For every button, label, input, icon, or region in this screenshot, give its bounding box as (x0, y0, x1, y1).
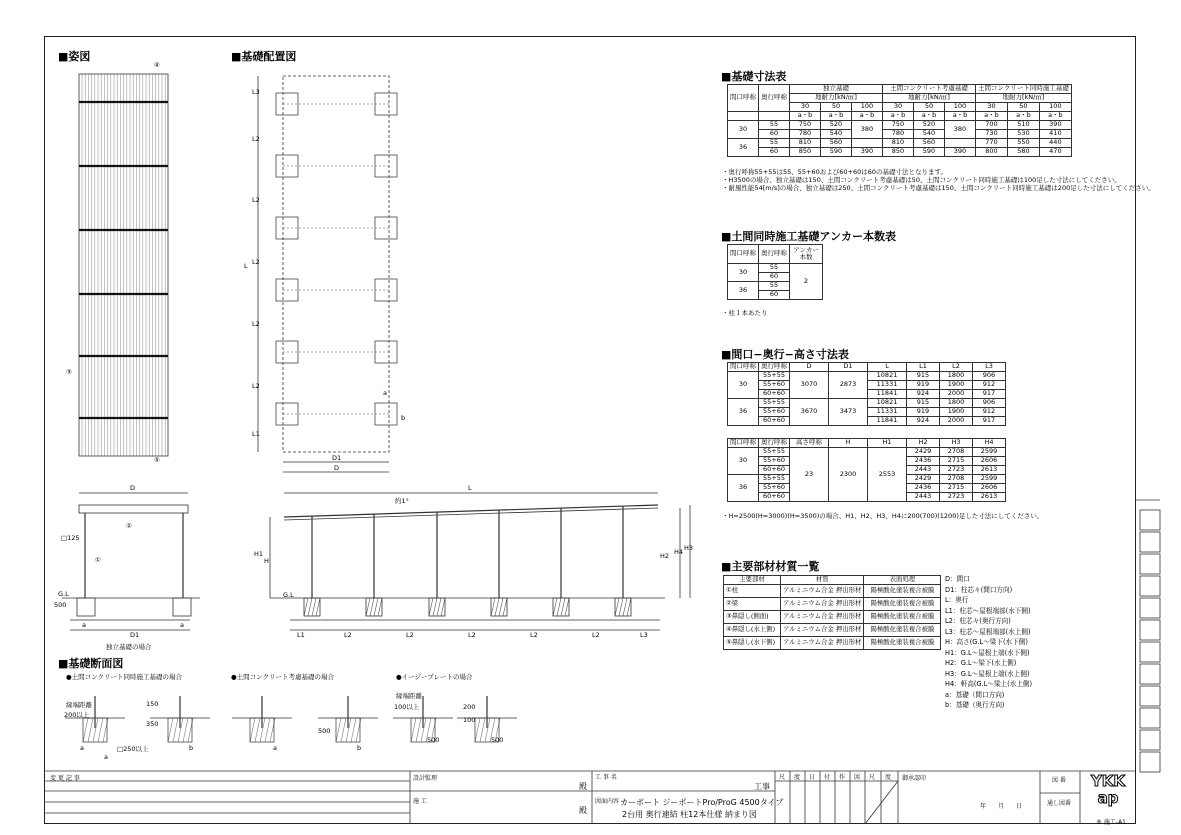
dims-bv: 30 (883, 103, 914, 112)
section-layout-title: ■基礎配置図 (231, 50, 297, 63)
materials-cell: ⑤鼻隠し(水下側) (724, 637, 781, 650)
cross-edge-1-val: 200以上 (64, 711, 90, 719)
front-dim-a-left: a (82, 621, 86, 629)
dims-depth: 60 (759, 130, 790, 139)
span-cell: 11331 (868, 381, 907, 390)
dims-cell: 750 (883, 121, 914, 130)
materials-cell: ④鼻隠し(水上側) (724, 624, 781, 637)
section-materials-title: ■主要部材材質一覧 (721, 560, 820, 573)
cross-depth-350: 350 (146, 720, 159, 728)
dims-head-frontage: 間口呼称 (728, 85, 759, 112)
anchor-note: ・柱１本あたり (722, 309, 768, 317)
dims-bearing: 地耐力[kN/㎡] (883, 94, 976, 103)
cross-edge-1: 縁端距離 (66, 701, 92, 709)
legend-item: D：間口 (945, 575, 970, 583)
span-cell: 2613 (973, 466, 1006, 475)
cross-depth-150: 150 (146, 700, 159, 708)
cross-edge-3-val: 100以上 (394, 703, 420, 711)
anchor-head-3: アンカー本数 (790, 245, 823, 264)
span-head: 高さ呼称 (790, 439, 829, 448)
side-h2: H2 (660, 552, 670, 560)
dims-cell: 440 (1039, 139, 1071, 148)
section-anchor-title: ■土間同時施工基礎アンカー本数表 (721, 230, 896, 243)
dims-cell: 510 (1007, 121, 1039, 130)
span-cell: 2429 (907, 448, 940, 457)
section-dims-title: ■基礎寸法表 (721, 70, 787, 83)
span-cell: 915 (907, 399, 940, 408)
tb-sign-head: 尺 (869, 774, 876, 781)
span-head: H (829, 439, 868, 448)
tb-sheet-no: 通し図番 (1047, 800, 1072, 807)
tb-sign-head: 図 (854, 774, 861, 781)
tb-dono-2: 殿 (579, 806, 587, 815)
tb-sign-head: 作 (839, 774, 846, 781)
layout-l2-2: L2 (252, 196, 260, 204)
span-cell: 1800 (940, 372, 973, 381)
span-cell: 60+60 (759, 466, 790, 475)
section-cross-title: ■基礎断面図 (58, 657, 124, 670)
span-head: H1 (868, 439, 907, 448)
callout-5: ⑤ (154, 456, 160, 464)
cross-b-1: b (189, 744, 194, 752)
tb-approval-label: 御承認印 (902, 775, 927, 782)
dims-cell: 520 (821, 121, 852, 130)
span-head: 間口呼称 (728, 363, 759, 372)
dims-cell: 560 (821, 139, 852, 148)
layout-b: b (401, 414, 406, 422)
span-cell: 55+55 (759, 448, 790, 457)
span-cell: 55+55 (759, 399, 790, 408)
side-h1: H1 (254, 550, 264, 558)
margin-box (1140, 554, 1160, 574)
span-frontage: 30 (728, 448, 759, 475)
dims-note-3: ・耐風性能54[m/s]の場合、独立基礎は250、土間コンクリート考慮基礎は150、土間コンクリート同時施工基礎は200足した寸法にしてください。 (722, 184, 1155, 192)
anchor-frontage: 30 (728, 264, 759, 282)
span-head: L (868, 363, 907, 372)
dims-cell: 590 (914, 148, 945, 157)
dims-cell: 800 (976, 148, 1008, 157)
tb-date: 年 月 日 (980, 803, 1023, 810)
cross-post-base: □250以上 (117, 745, 149, 753)
span-note: ・H=2500(H=3000)(H=3500)の場合、H1、H2、H3、H4に200(700)(1200)足した寸法にしてください。 (722, 512, 1044, 520)
section-span-title: ■間口−奥行−高さ寸法表 (721, 348, 849, 361)
span-cell: 55+55 (759, 475, 790, 484)
dims-bv: 50 (821, 103, 852, 112)
span-head: 間口呼称 (728, 439, 759, 448)
cross-depth-200: 200 (463, 703, 476, 711)
margin-box (1140, 708, 1160, 728)
dims-bv: 30 (976, 103, 1008, 112)
front-dim-a-right: a (180, 621, 184, 629)
span-cell: 917 (973, 417, 1006, 426)
tb-sign-head: 日 (809, 774, 816, 781)
side-dim-l: L (468, 484, 472, 492)
legend-item: L3：柱芯〜屋根端部(水上側) (945, 627, 1031, 636)
span-cell: 2000 (940, 417, 973, 426)
dims-cell: 560 (914, 139, 945, 148)
layout-l2-5: L2 (252, 382, 260, 390)
anchor-depth: 55 (759, 282, 790, 291)
cross-500-3a: 500 (427, 736, 440, 744)
span-cell: 2436 (907, 484, 940, 493)
margin-box (1140, 686, 1160, 706)
cross-a-1: a (104, 753, 108, 761)
span-head: L1 (907, 363, 940, 372)
span-cell: 906 (973, 399, 1006, 408)
legend-item: D1：柱芯々(間口方向) (945, 585, 1013, 594)
span-cell: 1900 (940, 381, 973, 390)
margin-box (1140, 730, 1160, 750)
materials-cell: ②梁 (724, 598, 781, 611)
span-cell: 2599 (973, 448, 1006, 457)
callout-3: ③ (66, 368, 72, 376)
dims-cell: 580 (1007, 148, 1039, 157)
layout-l1: L1 (252, 430, 260, 438)
legend-item: L：奥行 (945, 596, 969, 604)
dims-cell: 550 (1007, 139, 1039, 148)
span-cell: 917 (973, 390, 1006, 399)
callout-2: ② (126, 522, 132, 530)
anchor-head-2: 奥行呼称 (759, 245, 790, 264)
ykk-ap-logo: YKK ap (1090, 772, 1126, 807)
materials-cell: 陽極酸化塗装複合被膜 (864, 624, 941, 637)
span-d: 3070 (790, 372, 829, 399)
legend-item: H4：軒高(G.L〜梁上(水上側) (945, 680, 1033, 688)
span-head: L3 (973, 363, 1006, 372)
dims-bv: 50 (914, 103, 945, 112)
dims-cell: 410 (1039, 130, 1071, 139)
dims-depth: 60 (759, 148, 790, 157)
tb-drawing-sub: 2台用 奥行連結 柱12本仕様 納まり図 (622, 810, 757, 819)
cross-500-3b: 500 (491, 736, 504, 744)
dims-cell: 780 (883, 130, 914, 139)
tb-client-label: 施 工 (413, 798, 427, 805)
dims-cell: 590 (821, 148, 852, 157)
margin-box (1140, 642, 1160, 662)
dims-bv: 100 (1039, 103, 1071, 112)
materials-cell: ③鼻隠し(側面) (724, 611, 781, 624)
dims-ab: a・b (976, 112, 1008, 121)
side-l2-3: L2 (468, 631, 476, 639)
front-dim-d: D (130, 484, 136, 492)
anchor-depth: 60 (759, 291, 790, 300)
side-h4: H4 (674, 548, 684, 556)
dims-cell: 700 (976, 121, 1008, 130)
layout-l2-3: L2 (252, 258, 260, 266)
span-cell: 55+60 (759, 484, 790, 493)
tb-change-label: 変 更 記 事 (50, 775, 80, 782)
materials-cell: 陽極酸化塗装複合被膜 (864, 585, 941, 598)
tb-design-label: 設計監理 (413, 775, 438, 782)
span-cell: 2715 (940, 457, 973, 466)
span-cell: 924 (907, 417, 940, 426)
span-cell: 915 (907, 372, 940, 381)
margin-box (1140, 532, 1160, 552)
dims-group-0: 独立基礎 (790, 85, 883, 94)
anchor-head-1: 間口呼称 (728, 245, 759, 264)
dims-cell: 780 (790, 130, 821, 139)
tb-sheet-label: 図 番 (1052, 777, 1066, 784)
span-cell: 2000 (940, 390, 973, 399)
tb-drawing-title: カーポート ジーポートPro/ProG 4500タイプ (620, 798, 784, 807)
span-cell: 2599 (973, 475, 1006, 484)
tb-sign-head: 度 (885, 774, 892, 781)
span-cell: 11841 (868, 390, 907, 399)
span-cell: 60+60 (759, 493, 790, 502)
margin-box (1140, 598, 1160, 618)
dims-note-1: ・奥行呼称55+55は55、55+60および60+60は60の基礎寸法となります。 (722, 168, 947, 176)
dims-group-2: 土間コンクリート同時施工基礎 (976, 85, 1072, 94)
front-caption: 独立基礎の場合 (106, 643, 152, 651)
dims-cell: 530 (1007, 130, 1039, 139)
cross-depth-100: 100 (463, 716, 476, 724)
span-cell: 912 (973, 408, 1006, 417)
dims-cell: 390 (1039, 121, 1071, 130)
legend-item: H3：G.L〜屋根上端(水上側) (945, 669, 1030, 678)
span-cell: 2613 (973, 493, 1006, 502)
legend-item: H2：G.L〜梁下(水上側) (945, 659, 1017, 667)
cross-case-1: ●土間コンクリート同時施工基礎の場合 (66, 673, 183, 681)
dims-group-1: 土間コンクリート考慮基礎 (883, 85, 976, 94)
tb-drawing-label: 図面内容 (595, 798, 620, 805)
anchor-depth: 55 (759, 264, 790, 273)
margin-box (1140, 752, 1160, 772)
tb-code: ® 施工-A1 (1096, 819, 1126, 826)
margin-box (1140, 576, 1160, 596)
dims-cell: 390 (852, 148, 883, 157)
materials-cell: ①柱 (724, 585, 781, 598)
cross-a-1b: a (80, 744, 84, 752)
dims-depth: 55 (759, 139, 790, 148)
dims-cell: 810 (883, 139, 914, 148)
span-cell: 906 (973, 372, 1006, 381)
span-cell: 2443 (907, 493, 940, 502)
materials-cell: アルミニウム合金 押出形材 (781, 598, 864, 611)
dims-head-depth: 奥行呼称 (759, 85, 790, 112)
cross-a-2: a (273, 744, 277, 752)
side-l1: L1 (297, 631, 305, 639)
anchor-depth: 60 (759, 273, 790, 282)
side-l3: L3 (640, 631, 648, 639)
legend-item: H：高さ(G.L〜梁下(水下側) (945, 638, 1028, 646)
legend-item: H1：G.L〜屋根上端(水下側) (945, 648, 1030, 657)
side-l2-2: L2 (406, 631, 414, 639)
dims-cell: 380 (945, 121, 976, 139)
dims-bv: 100 (945, 103, 976, 112)
span-cell: 10821 (868, 399, 907, 408)
span-cell: 919 (907, 408, 940, 417)
dims-frontage: 30 (728, 121, 759, 139)
span-cell: 2708 (940, 475, 973, 484)
span-cell: 55+55 (759, 372, 790, 381)
materials-head: 材質 (781, 576, 864, 585)
materials-cell: アルミニウム合金 押出形材 (781, 611, 864, 624)
materials-cell: アルミニウム合金 押出形材 (781, 637, 864, 650)
cross-case-2: ●土間コンクリート考慮基礎の場合 (231, 673, 335, 681)
span-cell: 2723 (940, 466, 973, 475)
dims-bv: 100 (852, 103, 883, 112)
materials-cell: 陽極酸化塗装複合被膜 (864, 598, 941, 611)
margin-box (1140, 510, 1160, 530)
front-dim-d1: D1 (130, 631, 140, 639)
dims-bearing: 地耐力[kN/㎡] (976, 94, 1072, 103)
front-found-depth: 500 (54, 601, 67, 609)
span-cell: 919 (907, 381, 940, 390)
span-head: H4 (973, 439, 1006, 448)
materials-cell: アルミニウム合金 押出形材 (781, 585, 864, 598)
materials-cell: 陽極酸化塗装複合被膜 (864, 611, 941, 624)
span-frontage: 36 (728, 475, 759, 502)
span-cell: 912 (973, 381, 1006, 390)
dims-cell: 810 (790, 139, 821, 148)
span-cell: 10821 (868, 372, 907, 381)
cross-b-2: b (357, 744, 362, 752)
span-height: 23 (790, 448, 829, 502)
span-cell: 2606 (973, 484, 1006, 493)
span-d: 3670 (790, 399, 829, 426)
front-gl-label: G.L (58, 590, 69, 598)
span-h1: 2553 (868, 448, 907, 502)
span-cell: 1800 (940, 399, 973, 408)
dims-ab: a・b (852, 112, 883, 121)
span-cell: 924 (907, 390, 940, 399)
span-h: 2300 (829, 448, 868, 502)
tb-workname-label: 工 事 名 (595, 774, 617, 781)
dims-ab: a・b (1007, 112, 1039, 121)
layout-l: L (244, 262, 248, 270)
span-d1: 3473 (829, 399, 868, 426)
cross-edge-3: 縁端距離 (396, 692, 422, 700)
dims-frontage: 36 (728, 139, 759, 157)
span-cell: 55+60 (759, 381, 790, 390)
dims-cell: 380 (852, 121, 883, 139)
tb-dono-1: 殿 (579, 782, 587, 791)
span-head: H3 (940, 439, 973, 448)
span-frontage: 30 (728, 372, 759, 399)
dims-cell: 750 (790, 121, 821, 130)
span-head: 奥行呼称 (759, 363, 790, 372)
cross-depth-500: 500 (318, 727, 331, 735)
layout-l2-4: L2 (252, 320, 260, 328)
anchor-frontage: 36 (728, 282, 759, 300)
margin-box (1140, 620, 1160, 640)
span-frontage: 36 (728, 399, 759, 426)
dims-note-2: ・H3500の場合、独立基礎は150、土間コンクリート考慮基礎は50、土間コンクリート同時施工基礎は100足した寸法にしてください。 (722, 176, 1121, 184)
span-head: L2 (940, 363, 973, 372)
layout-a: a (383, 389, 387, 397)
span-head: H2 (907, 439, 940, 448)
span-head: D1 (829, 363, 868, 372)
materials-head: 主要部材 (724, 576, 781, 585)
legend-item: L2：柱芯々(奥行方向) (945, 617, 1011, 625)
materials-cell: アルミニウム合金 押出形材 (781, 624, 864, 637)
cross-case-3: ●イージープレートの場合 (396, 673, 473, 681)
layout-d: D (334, 464, 340, 472)
span-cell: 11331 (868, 408, 907, 417)
dims-cell: 470 (1039, 148, 1071, 157)
dims-cell: 540 (914, 130, 945, 139)
layout-l2-1: L2 (252, 135, 260, 143)
tb-koji: 工事 (754, 782, 770, 791)
anchor-count: 2 (790, 264, 823, 300)
margin-box (1140, 664, 1160, 684)
side-l2-1: L2 (344, 631, 352, 639)
dims-bearing: 地耐力[kN/㎡] (790, 94, 883, 103)
tb-sign-head: 付 (824, 774, 831, 781)
dims-ab: a・b (883, 112, 914, 121)
span-head: 奥行呼称 (759, 439, 790, 448)
span-cell: 2429 (907, 475, 940, 484)
legend-item: L1：柱芯〜屋根端部(水下側) (945, 606, 1031, 615)
callout-1: ① (95, 556, 101, 564)
legend-item: a：基礎（間口方向) (945, 690, 1005, 699)
dims-cell: 770 (976, 139, 1008, 148)
materials-cell: 陽極酸化塗装複合被膜 (864, 637, 941, 650)
side-h3: H3 (684, 544, 694, 552)
dims-bv: 30 (790, 103, 821, 112)
side-l2-4: L2 (530, 631, 538, 639)
dims-cell: 850 (883, 148, 914, 157)
span-cell: 2708 (940, 448, 973, 457)
dims-cell: 850 (790, 148, 821, 157)
dims-cell: 390 (945, 148, 976, 157)
tb-sign-head: 度 (794, 774, 801, 781)
dims-ab: a・b (914, 112, 945, 121)
span-cell: 55+60 (759, 408, 790, 417)
dims-depth: 55 (759, 121, 790, 130)
dims-ab: a・b (1039, 112, 1071, 121)
side-slope: 約1° (395, 497, 409, 505)
dims-cell: 540 (821, 130, 852, 139)
span-cell: 60+60 (759, 390, 790, 399)
span-d1: 2873 (829, 372, 868, 399)
dims-ab: a・b (821, 112, 852, 121)
span-cell: 60+60 (759, 417, 790, 426)
span-cell: 2606 (973, 457, 1006, 466)
side-h: H (264, 557, 269, 565)
span-cell: 55+60 (759, 457, 790, 466)
side-gl: G.L (283, 591, 294, 599)
tb-sign-head: 尺 (779, 774, 786, 781)
span-cell: 2436 (907, 457, 940, 466)
side-l2-5: L2 (592, 631, 600, 639)
legend-item: b：基礎（奥行方向) (945, 701, 1005, 709)
post-size-label: □125 (61, 534, 80, 542)
span-head: D (790, 363, 829, 372)
section-elevation-title: ■姿図 (58, 50, 91, 63)
span-cell: 11841 (868, 417, 907, 426)
dims-cell: 520 (914, 121, 945, 130)
dims-cell: 730 (976, 130, 1008, 139)
dims-ab: a・b (945, 112, 976, 121)
span-cell: 1900 (940, 408, 973, 417)
dims-ab: a・b (790, 112, 821, 121)
materials-head: 表面処理 (864, 576, 941, 585)
span-cell: 2723 (940, 493, 973, 502)
span-cell: 2715 (940, 484, 973, 493)
span-cell: 2443 (907, 466, 940, 475)
callout-4: ④ (154, 61, 160, 69)
layout-l3: L3 (252, 88, 260, 96)
dims-bv: 50 (1007, 103, 1039, 112)
layout-d1: D1 (332, 454, 342, 462)
